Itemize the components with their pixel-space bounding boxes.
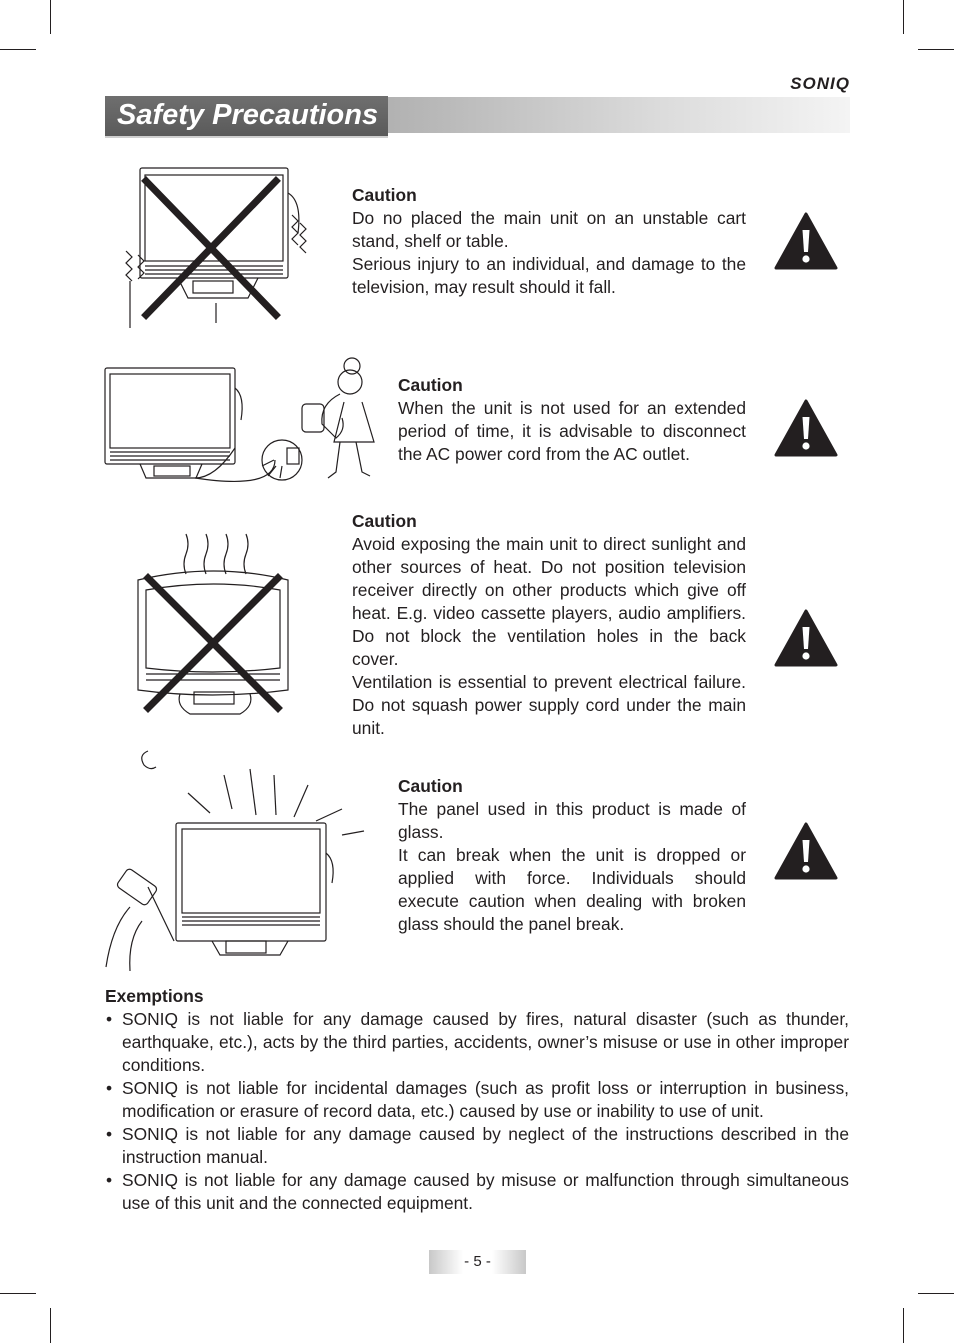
page-number: - 5 - <box>429 1250 526 1274</box>
bullet-icon: • <box>106 1170 113 1190</box>
crop-mark <box>50 0 51 34</box>
disconnect-power-illustration <box>104 350 382 490</box>
bullet-icon: • <box>106 1124 113 1144</box>
list-item: • SONIQ is not liable for any damage caused by neglect of the instructions described in the instruction manual. <box>106 1124 849 1167</box>
cross-mark-icon <box>146 181 276 315</box>
section-title: Safety Precautions <box>117 99 379 131</box>
caution-text: Serious injury to an individual, and damage to the television, may result should it fall. <box>352 254 746 297</box>
caution-block-3 <box>352 510 746 740</box>
heat-exposure-illustration <box>130 530 294 720</box>
tv-unstable-illustration <box>118 163 318 331</box>
bullet-icon: • <box>106 1078 113 1098</box>
caution-heading: Caution <box>398 375 463 395</box>
warning-triangle-icon <box>774 212 838 270</box>
caution-heading: Caution <box>352 511 417 531</box>
caution-block-2 <box>398 374 746 466</box>
brand-logo: SONIQ <box>790 74 850 93</box>
crop-mark <box>903 1308 904 1343</box>
crop-mark <box>918 1293 954 1294</box>
caution-text: It can break when the unit is dropped or applied with force. Individuals should execute caution when dealing with broken glass should the panel break. <box>398 845 746 934</box>
caution-heading: Caution <box>352 185 417 205</box>
caution-block-1 <box>352 184 746 299</box>
exemptions-section <box>105 985 849 1215</box>
caution-text: Do no placed the main unit on an unstable cart stand, shelf or table. <box>352 208 746 251</box>
list-item: • SONIQ is not liable for incidental damages (such as profit loss or interruption in business, modification or erasure of record data, etc.) caused by use or inability to use of unit. <box>106 1078 849 1121</box>
crop-mark <box>918 49 954 50</box>
crop-mark <box>0 1293 36 1294</box>
warning-triangle-icon <box>774 399 838 457</box>
caution-text: Avoid exposing the main unit to direct sunlight and other sources of heat. Do not position television receiver directly on other products which give off heat. E.g. video cassette players, audio amplifiers. Do not block the ventilation holes in the back cover. <box>352 534 746 669</box>
crop-mark <box>50 1308 51 1343</box>
caution-text: The panel used in this product is made of glass. <box>398 799 746 842</box>
cross-mark-icon <box>148 578 278 708</box>
exemptions-heading: Exemptions <box>105 986 204 1006</box>
warning-triangle-icon <box>774 609 838 667</box>
caution-heading: Caution <box>398 776 463 796</box>
crop-mark <box>0 49 36 50</box>
warning-triangle-icon <box>774 822 838 880</box>
exemptions-list <box>105 1008 849 1215</box>
caution-block-4 <box>398 775 746 936</box>
list-item: • SONIQ is not liable for any damage caused by fires, natural disaster (such as thunder, earthquake, etc.), acts by the third parties, accidents, owner’s misuse or use in other improper conditions. <box>106 1009 849 1075</box>
caution-text: Ventilation is essential to prevent electrical failure. Do not squash power supply cord under the main unit. <box>352 672 746 738</box>
glass-panel-illustration <box>102 745 372 973</box>
list-item: • SONIQ is not liable for any damage caused by misuse or malfunction through simultaneous use of this unit and the connected equipment. <box>106 1170 849 1213</box>
crop-mark <box>903 0 904 34</box>
bullet-icon: • <box>106 1009 113 1029</box>
caution-text: When the unit is not used for an extended period of time, it is advisable to disconnect the AC power cord from the AC outlet. <box>398 398 746 464</box>
